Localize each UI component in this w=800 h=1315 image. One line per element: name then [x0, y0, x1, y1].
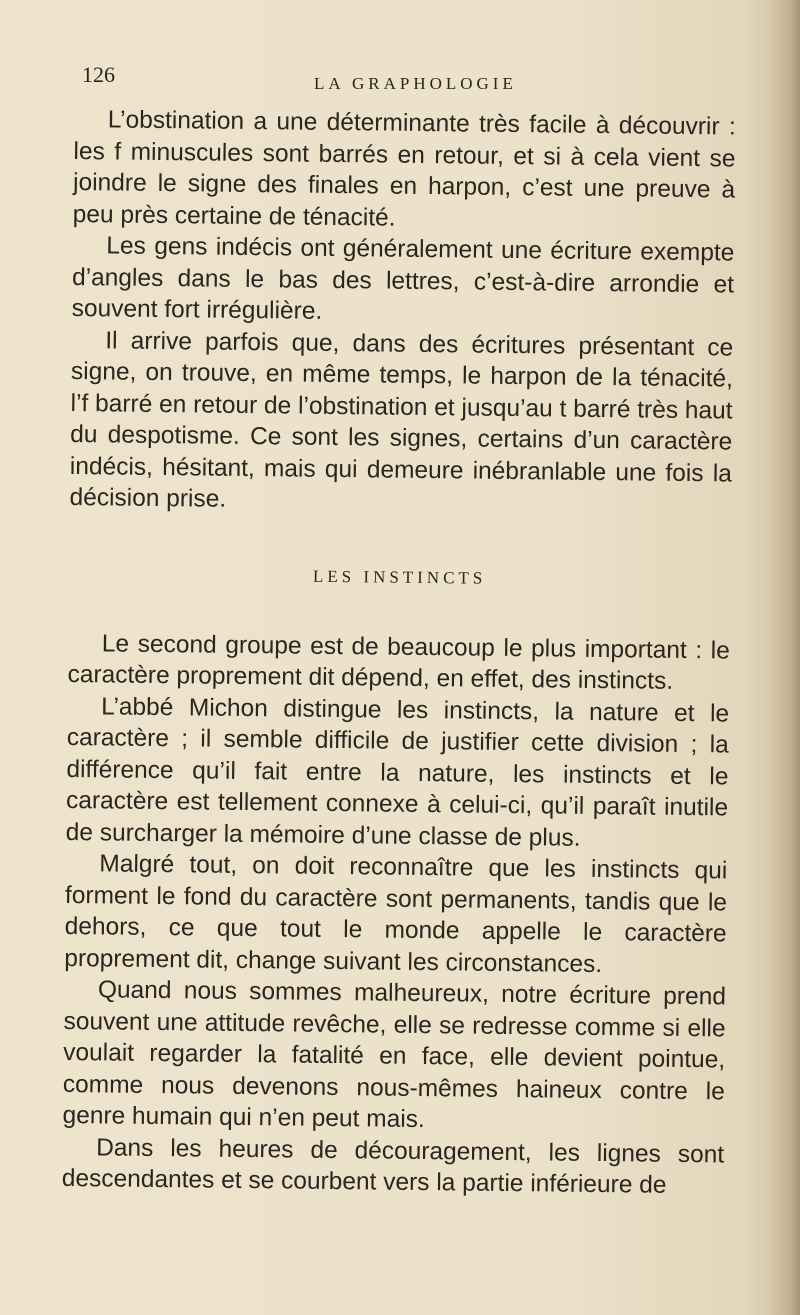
page-header	[82, 62, 722, 102]
section-heading: LES INSTINCTS	[312, 566, 487, 588]
paragraph-malgre-tout: Malgré tout, on doit reconnaître que les instincts qui forment le fond du caractère sont permanents, tandis que le dehors, ce que tout le monde appelle le caractère proprement dit, change suivant les circonstances.	[64, 850, 728, 978]
paragraph-malheureux: Quand nous sommes malheureux, notre écriture prend souvent une attitude revêche, elle se redresse comme si elle voulait regarder la fatalité en face, elle devient pointue, comme nous devenons nous-mêmes haineux contre le genre humain qui n’en peut mais.	[62, 976, 727, 1134]
page-body	[62, 104, 736, 1202]
paragraph-abbe-michon: L’abbé Michon distingue les instincts, la nature et le caractère ; il semble difficile de justifier cette division ; la différence qu’il fait entre la nature, les instincts et le caractère est tellement connexe à celui-ci, qu’il paraît inutile de surcharger la mémoire d’une classe de plus.	[65, 692, 730, 852]
paragraph-obstination: L’obstination a une déterminante très facile à découvrir : les f minuscules sont barrés en retour, et si à cela vient se joindre le signe des finales en harpon, c’est une preuve à peu près certaine de ténacité.	[72, 106, 736, 232]
page-number: 126	[82, 62, 115, 87]
paragraph-harpon: Il arrive parfois que, dans des écritures présentant ce signe, on trouve, en même temps, le harpon de la ténacité, l’f barré en retour de l’obstination et jusqu’au t barré très haut du despotisme. Ce sont les signes, certains d’un caractère indécis, hésitant, mais qui demeure inébranlable une fois la décision prise.	[69, 326, 734, 513]
paragraph-decouragement: Dans les heures de découragement, les lignes sont descendantes et se courbent vers la partie inférieure de	[61, 1133, 725, 1199]
paragraph-second-groupe: Le second groupe est de beaucoup le plus important : le caractère proprement dit dépend, en effet, des instincts.	[67, 629, 730, 695]
running-head: LA GRAPHOLOGIE	[314, 74, 517, 93]
paragraph-indecis: Les gens indécis ont généralement une écriture exempte d’angles dans le bas des lettres, c’est-à-dire arrondie et souvent fort irrégulière.	[71, 232, 735, 325]
page-edge-shadow	[766, 0, 800, 1315]
